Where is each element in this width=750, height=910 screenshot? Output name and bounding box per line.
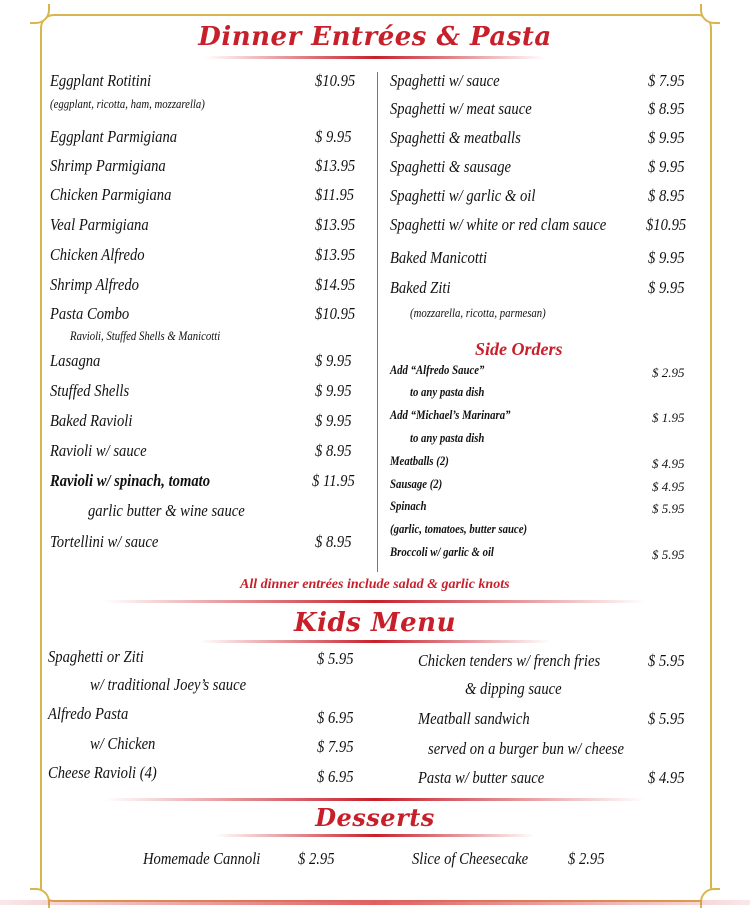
menu-item-price: $ 8.95 [315, 441, 352, 460]
menu-item-name: Baked Manicotti [390, 248, 488, 267]
menu-item-price: $10.95 [315, 71, 356, 90]
menu-item-name: Tortellini w/ sauce [50, 532, 159, 551]
kids-item-note: & dipping sauce [465, 679, 562, 698]
kids-item-name: Alfredo Pasta [48, 704, 129, 723]
menu-item-price: $10.95 [315, 304, 356, 323]
menu-item-name: Baked Ziti [390, 278, 451, 297]
menu-item-price: $ 11.95 [312, 471, 355, 490]
side-item-note: (garlic, tomatoes, butter sauce) [390, 522, 528, 536]
menu-item-name: Shrimp Alfredo [50, 275, 139, 294]
side-item-price: $ 4.95 [652, 479, 685, 494]
menu-item-price: $10.95 [646, 215, 687, 234]
dessert-item-price: $ 2.95 [568, 849, 605, 868]
kids-item-name: Chicken tenders w/ french fries [418, 651, 601, 670]
menu-item-note: (eggplant, ricotta, ham, mozzarella) [50, 97, 205, 111]
menu-item-name: Ravioli w/ sauce [50, 441, 147, 460]
menu-item-price: $ 8.95 [648, 99, 685, 118]
menu-item-price: $ 9.95 [315, 127, 352, 146]
menu-item-name: Eggplant Rotitini [50, 71, 152, 90]
side-item-price: $ 5.95 [652, 547, 685, 562]
menu-item-name: Spaghetti w/ garlic & oil [390, 186, 536, 205]
section-rule [105, 798, 645, 801]
side-item-name: Spinach [390, 499, 427, 513]
menu-item-price: $ 7.95 [648, 71, 685, 90]
kids-title: Kids Menu [294, 608, 456, 638]
side-item-note: to any pasta dish [410, 431, 485, 445]
kids-item-note: w/ Chicken [90, 734, 156, 753]
menu-item-price: $13.95 [315, 156, 356, 175]
menu-item-price: $ 9.95 [315, 351, 352, 370]
menu-item-price: $ 9.95 [648, 157, 685, 176]
dessert-item-price: $ 2.95 [298, 849, 335, 868]
kids-item-price: $ 5.95 [648, 709, 685, 728]
menu-item-note: Ravioli, Stuffed Shells & Manicotti [70, 329, 221, 343]
dinner-title-rule [205, 56, 545, 59]
side-item-price: $ 5.95 [652, 501, 685, 516]
side-item-name: Meatballs (2) [390, 454, 449, 468]
kids-item-note: served on a burger bun w/ cheese [428, 739, 624, 758]
kids-item-price: $ 4.95 [648, 768, 685, 787]
column-divider [377, 72, 378, 572]
desserts-title-rule [215, 834, 535, 837]
side-item-price: $ 2.95 [652, 365, 685, 380]
menu-item-name: Spaghetti & sausage [390, 157, 512, 176]
menu-item-name: Baked Ravioli [50, 411, 133, 430]
side-orders-title: Side Orders [475, 339, 563, 359]
menu-item-name: Spaghetti w/ white or red clam sauce [390, 215, 607, 234]
menu-item-note: garlic butter & wine sauce [88, 501, 245, 520]
menu-item-price: $ 9.95 [315, 381, 352, 400]
kids-item-name: Pasta w/ butter sauce [418, 768, 545, 787]
menu-item-price: $ 9.95 [648, 278, 685, 297]
menu-item-name: Ravioli w/ spinach, tomato [50, 471, 211, 490]
dessert-item-name: Homemade Cannoli [143, 849, 261, 868]
menu-item-price: $14.95 [315, 275, 356, 294]
dessert-item-name: Slice of Cheesecake [412, 849, 529, 868]
menu-item-name: Pasta Combo [50, 304, 130, 323]
menu-item-price: $ 8.95 [315, 532, 352, 551]
menu-item-price: $11.95 [315, 185, 355, 204]
kids-item-name: Cheese Ravioli (4) [48, 763, 157, 782]
menu-item-price: $13.95 [315, 215, 356, 234]
kids-item-price: $ 7.95 [317, 737, 354, 756]
menu-item-name: Spaghetti w/ meat sauce [390, 99, 532, 118]
section-rule [105, 600, 645, 603]
menu-item-name: Shrimp Parmigiana [50, 156, 166, 175]
kids-item-price: $ 6.95 [317, 708, 354, 727]
menu-item-name: Veal Parmigiana [50, 215, 149, 234]
menu-item-name: Lasagna [50, 351, 101, 370]
side-item-note: to any pasta dish [410, 385, 485, 399]
kids-item-name: Spaghetti or Ziti [48, 647, 144, 666]
menu-item-name: Spaghetti & meatballs [390, 128, 521, 147]
menu-item-name: Chicken Parmigiana [50, 185, 172, 204]
menu-item-name: Chicken Alfredo [50, 245, 145, 264]
bottom-accent-bar [0, 900, 750, 905]
kids-item-price: $ 6.95 [317, 767, 354, 786]
kids-item-price: $ 5.95 [317, 649, 354, 668]
menu-item-name: Eggplant Parmigiana [50, 127, 178, 146]
dinner-title: Dinner Entrées & Pasta [198, 22, 552, 52]
side-item-price: $ 1.95 [652, 410, 685, 425]
kids-title-rule [200, 640, 550, 643]
kids-item-name: Meatball sandwich [418, 709, 530, 728]
menu-item-price: $ 9.95 [315, 411, 352, 430]
kids-item-price: $ 5.95 [648, 651, 685, 670]
menu-item-price: $ 8.95 [648, 186, 685, 205]
dinner-note: All dinner entrées include salad & garlic knots [240, 577, 510, 592]
side-item-price: $ 4.95 [652, 456, 685, 471]
menu-item-name: Stuffed Shells [50, 381, 130, 400]
desserts-title: Desserts [315, 803, 435, 832]
kids-item-note: w/ traditional Joey’s sauce [90, 675, 247, 694]
menu-item-price: $ 9.95 [648, 248, 685, 267]
menu-item-note: (mozzarella, ricotta, parmesan) [410, 306, 546, 320]
menu-item-name: Spaghetti w/ sauce [390, 71, 500, 90]
menu-item-price: $ 9.95 [648, 128, 685, 147]
side-item-name: Broccoli w/ garlic & oil [390, 545, 494, 559]
side-item-name: Add “Michael’s Marinara” [390, 408, 511, 422]
side-item-name: Add “Alfredo Sauce” [390, 363, 485, 377]
menu-item-price: $13.95 [315, 245, 356, 264]
side-item-name: Sausage (2) [390, 477, 443, 491]
